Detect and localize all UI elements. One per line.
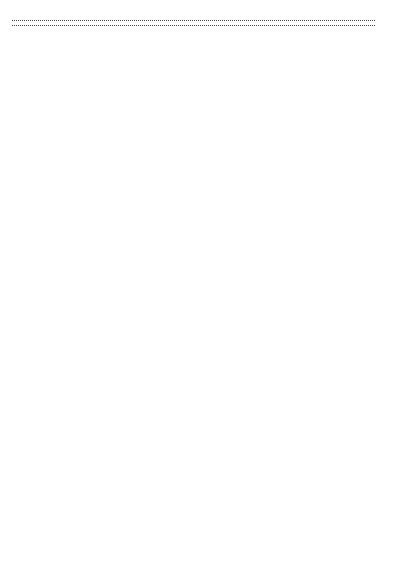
- part-b-heading: [10, 27, 391, 28]
- part-a-heading: [10, 22, 391, 23]
- dot-leader: [12, 25, 375, 26]
- dot-leader: [12, 20, 375, 21]
